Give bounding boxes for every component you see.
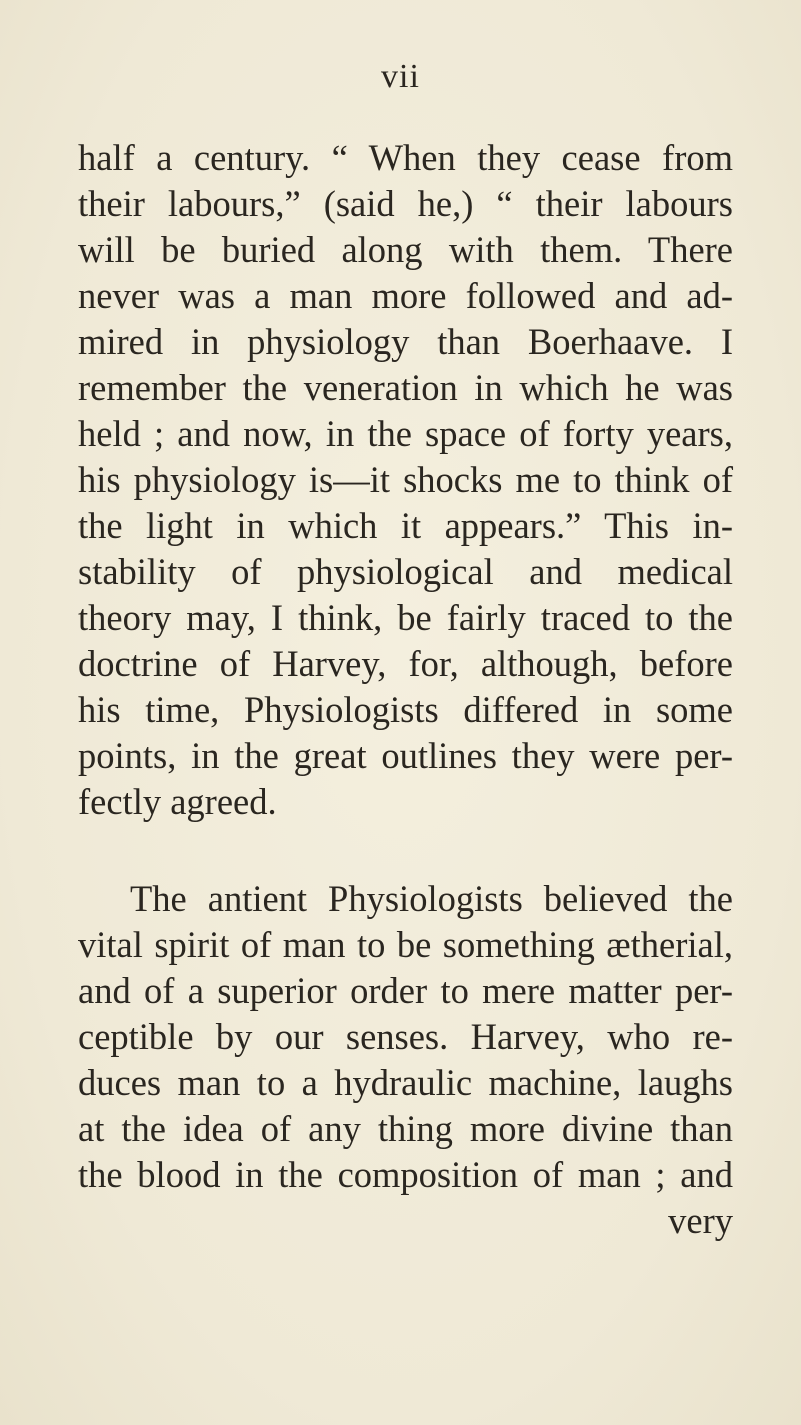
text-line: ceptible by our senses. Harvey, who re-: [78, 1016, 733, 1057]
text-line: and of a superior order to mere matter per-: [78, 970, 733, 1011]
text-line: doctrine of Harvey, for, although, before: [78, 643, 733, 684]
page-number: vii: [381, 58, 420, 95]
text-line: mired in physiology than Boerhaave. I: [78, 321, 733, 362]
text-line: vital spirit of man to be something ætherial,: [78, 924, 733, 965]
text-line: will be buried along with them. There: [78, 229, 733, 270]
text-line: the light in which it appears.” This in-: [78, 505, 733, 546]
text-line: never was a man more followed and ad-: [78, 275, 733, 316]
text-line: at the idea of any thing more divine than: [78, 1108, 733, 1149]
text-line: fectly agreed.: [78, 781, 277, 822]
text-line: the blood in the composition of man ; and: [78, 1154, 733, 1195]
text-line: his physiology is—it shocks me to think of: [78, 459, 733, 500]
text-line: theory may, I think, be fairly traced to the: [78, 597, 733, 638]
text-line: half a century. “ When they cease from: [78, 137, 733, 178]
text-line: points, in the great outlines they were per-: [78, 735, 733, 776]
text-line: their labours,” (said he,) “ their labours: [78, 183, 733, 224]
text-line: The antient Physiologists believed the: [130, 878, 733, 919]
text-line: his time, Physiologists differed in some: [78, 689, 733, 730]
catchword: very: [668, 1200, 733, 1241]
text-line: held ; and now, in the space of forty years,: [78, 413, 733, 454]
text-line: stability of physiological and medical: [78, 551, 733, 592]
text-line: remember the veneration in which he was: [78, 367, 733, 408]
text-line: duces man to a hydraulic machine, laughs: [78, 1062, 733, 1103]
